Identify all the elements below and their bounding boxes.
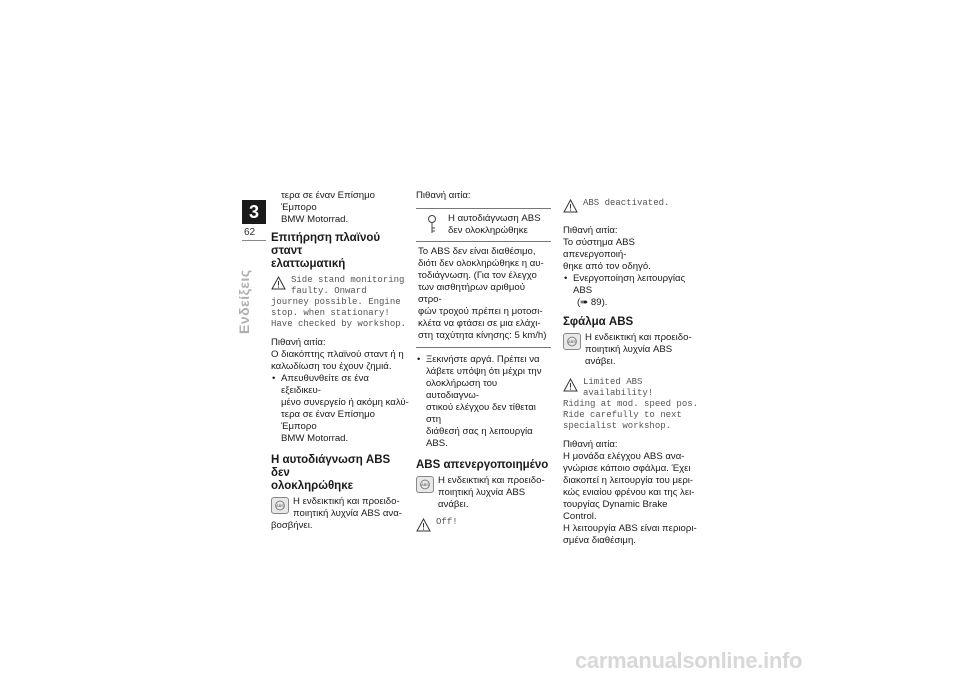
section-heading-abs-selftest: Η αυτοδιάγνωση ABS δεν ολοκληρώθηκε: [271, 454, 391, 492]
cause-text: καλωδίωση του έχουν ζημιά.: [271, 361, 392, 372]
warning-triangle-icon: [563, 199, 578, 213]
bullet-item: • Απευθυνθείτε σε ένα εξειδικευ- μένο συνεργείο ή ακόμη καλύ- τερα σε έναν Επίσημο Έμπορο BMW Motorrad.: [271, 373, 409, 445]
section-heading-abs-deactivated: ABS απενεργοποιημένο: [416, 459, 549, 471]
display-message-side-stand: Side stand monitoring faulty. Onward journey possible. Engine stop. when stationary! Have checked by workshop.: [271, 275, 407, 329]
abs-warning-lamp-icon: [416, 476, 434, 493]
cause-text: γνώρισε κάποιο σφάλμα. Έχει: [563, 463, 691, 474]
abs-lamp-block: ABS Η ενδεικτική και προειδο- ποιητική λυχνία ABS ανάβει.: [563, 332, 699, 368]
abs-warning-lamp-icon: [271, 497, 289, 514]
bullet-item: • Ξεκινήστε αργά. Πρέπει να λάβετε υπόψη ότι μέχρι την ολοκλήρωση του αυτοδιαγνω- στικού ελέγχου δεν τίθεται στη διάθεσή σας η λειτουργία ABS.: [416, 354, 551, 450]
chapter-number-badge: 3: [242, 200, 266, 224]
cause-label: Πιθανή αιτία:: [563, 225, 618, 236]
column-3: [563, 190, 699, 547]
chapter-title-vertical: Ενδείξεις: [236, 269, 252, 334]
svg-text:ABS: ABS: [421, 482, 429, 488]
cause-text: διακοπεί η λειτουργία του μερι-: [563, 475, 694, 486]
cause-text: θηκε από τον οδηγό.: [563, 261, 651, 272]
display-message-limited-abs: Limited ABS availability! Riding at mod. speed pos. Ride carefully to next specialist workshop.: [563, 377, 699, 431]
intro-line: BMW Motorrad.: [281, 214, 349, 225]
section-heading-side-stand: Επιτήρηση πλαϊνού σταντ ελαττωματική: [271, 232, 381, 270]
warning-triangle-icon: [563, 378, 578, 392]
abs-lamp-block: ABS Η ενδεικτική και προειδο- ποιητική λυχνία ABS ανάβει.: [416, 475, 551, 511]
cause-text: Ο διακόπτης πλαϊνού σταντ ή η: [271, 349, 404, 360]
display-message-off: Off!: [416, 517, 551, 528]
bullet-item: • Ενεργοποίηση λειτουργίας ABS (➠ 89).: [563, 273, 699, 309]
display-message-abs-deactivated: ABS deactivated.: [563, 198, 699, 209]
info-box-header: Η αυτοδιάγνωση ABS δεν ολοκληρώθηκε: [416, 209, 551, 242]
cause-label: Πιθανή αιτία:: [271, 337, 326, 348]
section-heading-abs-fault: Σφάλμα ABS: [563, 316, 634, 328]
page-number: 62: [244, 227, 256, 238]
cause-text: τουργίας Dynamic Brake Control.: [563, 499, 668, 522]
info-box-body: Το ABS δεν είναι διαθέσιμο, διότι δεν ολοκληρώθηκε η αυ- τοδιάγνωση. (Για τον έλεγχο των αισθητήρων αριθμού στρο- φών τροχού πρέπει η μοτοσι- κλέτα να φτάσει σε μια ελάχι- στη ταχύτητα κίνησης: 5 km/h): [418, 246, 547, 341]
info-box: [416, 208, 551, 348]
column-2: [416, 190, 551, 528]
warning-triangle-icon: [271, 276, 286, 290]
abs-warning-lamp-icon: [563, 333, 581, 350]
abs-lamp-block: ABS Η ενδεικτική και προειδο- ποιητική λυχνία ABS ανα-: [271, 496, 409, 520]
warning-triangle-icon: [416, 518, 431, 532]
cause-label: Πιθανή αιτία:: [416, 190, 471, 201]
key-icon: [426, 214, 438, 234]
cause-label: Πιθανή αιτία:: [563, 439, 618, 450]
cause-text: Η μονάδα ελέγχου ABS ανα-: [563, 451, 685, 462]
column-1: τερα σε έναν Επίσημο Έμπορο BMW Motorrad. Επιτήρηση πλαϊνού σταντ ελαττωματική Side stand monitoring faulty. Onward journey possible. Engine stop. when stationary! Have checked by workshop. Πιθανή αιτία: Ο διακόπτης πλαϊνού σταντ ή η καλωδίωση του έχουν ζημιά. • Απευθυνθείτε σε ένα εξειδικευ- μένο συνεργείο ή ακόμη καλύ- τερα σε έναν Επίσημο Έμπορο BMW Motorrad. Η αυτοδιάγνωση ABS δεν ολοκληρώθηκε ABS Η ενδεικτική και προειδο- ποιητική λυχνία ABS ανα- βοσβήνει.: [271, 190, 409, 532]
cause-text: Η λειτουργία ABS είναι περιορι-: [563, 523, 697, 534]
page-number-rule: [242, 240, 266, 241]
svg-text:ABS: ABS: [568, 339, 576, 345]
watermark: carmanualsonline.info: [575, 648, 803, 673]
cause-text: σμένα διαθέσιμη.: [563, 535, 636, 546]
cause-text: Το σύστημα ABS απενεργοποιή-: [563, 237, 635, 260]
intro-line: τερα σε έναν Επίσημο Έμπορο: [281, 190, 375, 213]
svg-text:ABS: ABS: [276, 503, 284, 509]
cause-text: κώς ενιαίου φρένου και της λει-: [563, 487, 695, 498]
